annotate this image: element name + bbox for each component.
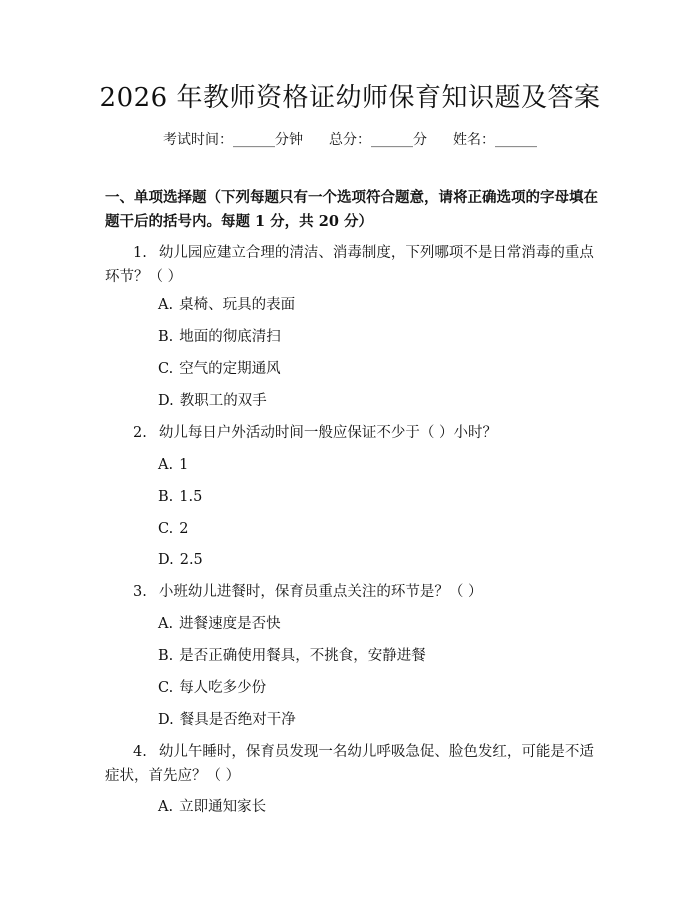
question-2-option-d (158, 550, 203, 570)
question-text: 小班幼儿进餐时，保育员重点关注的环节是？（ ） (158, 584, 483, 600)
section-heading: 一、单项选择题（下列每题只有一个选项符合题意，请将正确选项的字母填在题干后的括号内。每题 1 分，共 20 分） (105, 189, 598, 230)
exam-meta-line (0, 130, 700, 150)
question-1 (105, 241, 605, 289)
question-1-option-a (158, 295, 295, 315)
option-text: 2.5 (179, 552, 203, 568)
option-letter: A. (158, 799, 174, 815)
option-letter: D. (158, 552, 174, 568)
student-name-label: 姓名：______ (453, 132, 537, 148)
option-letter: A. (158, 457, 174, 473)
question-text: 幼儿每日户外活动时间一般应保证不少于（ ）小时？ (158, 425, 497, 441)
option-letter: C. (158, 680, 174, 696)
option-letter: B. (158, 489, 174, 505)
question-2 (105, 421, 605, 445)
question-1-option-c (158, 359, 281, 379)
question-4 (105, 740, 605, 788)
option-letter: D. (158, 393, 174, 409)
question-2-option-b (158, 487, 202, 507)
option-text: 进餐速度是否快 (179, 616, 281, 632)
option-text: 桌椅、玩具的表面 (179, 297, 296, 313)
option-letter: A. (158, 297, 174, 313)
question-1-option-b (158, 327, 281, 347)
question-number: 3. (133, 584, 147, 600)
option-letter: B. (158, 329, 174, 345)
option-text: 1 (179, 457, 189, 473)
option-text: 1.5 (179, 489, 203, 505)
question-number: 1. (133, 245, 147, 261)
question-3-option-d (158, 710, 296, 730)
option-text: 地面的彻底清扫 (179, 329, 281, 345)
option-text: 教职工的双手 (179, 393, 267, 409)
question-2-option-a (158, 455, 188, 475)
exam-time-label: 考试时间：______分钟 (163, 132, 303, 148)
document-title: 2026 年教师资格证幼师保育知识题及答案 (99, 83, 601, 113)
total-score-label: 总分：______分 (329, 132, 427, 148)
question-3-option-a (158, 614, 281, 634)
option-text: 每人吃多少份 (179, 680, 267, 696)
question-1-option-d (158, 391, 267, 411)
option-text: 餐具是否绝对干净 (179, 712, 296, 728)
option-letter: B. (158, 648, 174, 664)
question-4-option-a (158, 797, 266, 817)
question-number: 4. (133, 744, 147, 760)
option-letter: A. (158, 616, 174, 632)
option-text: 是否正确使用餐具，不挑食，安静进餐 (179, 648, 426, 664)
option-letter: C. (158, 521, 174, 537)
question-number: 2. (133, 425, 147, 441)
option-letter: D. (158, 712, 174, 728)
option-text: 2 (179, 521, 189, 537)
question-text: 幼儿园应建立合理的清洁、消毒制度，下列哪项不是日常消毒的重点环节？（ ） (105, 245, 594, 285)
option-text: 立即通知家长 (179, 799, 267, 815)
question-3-option-b (158, 646, 426, 666)
option-text: 空气的定期通风 (179, 361, 281, 377)
question-3 (105, 580, 605, 604)
question-3-option-c (158, 678, 266, 698)
question-text: 幼儿午睡时，保育员发现一名幼儿呼吸急促、脸色发红，可能是不适症状，首先应？（ ） (105, 744, 594, 784)
question-2-option-c (158, 519, 188, 539)
option-letter: C. (158, 361, 174, 377)
